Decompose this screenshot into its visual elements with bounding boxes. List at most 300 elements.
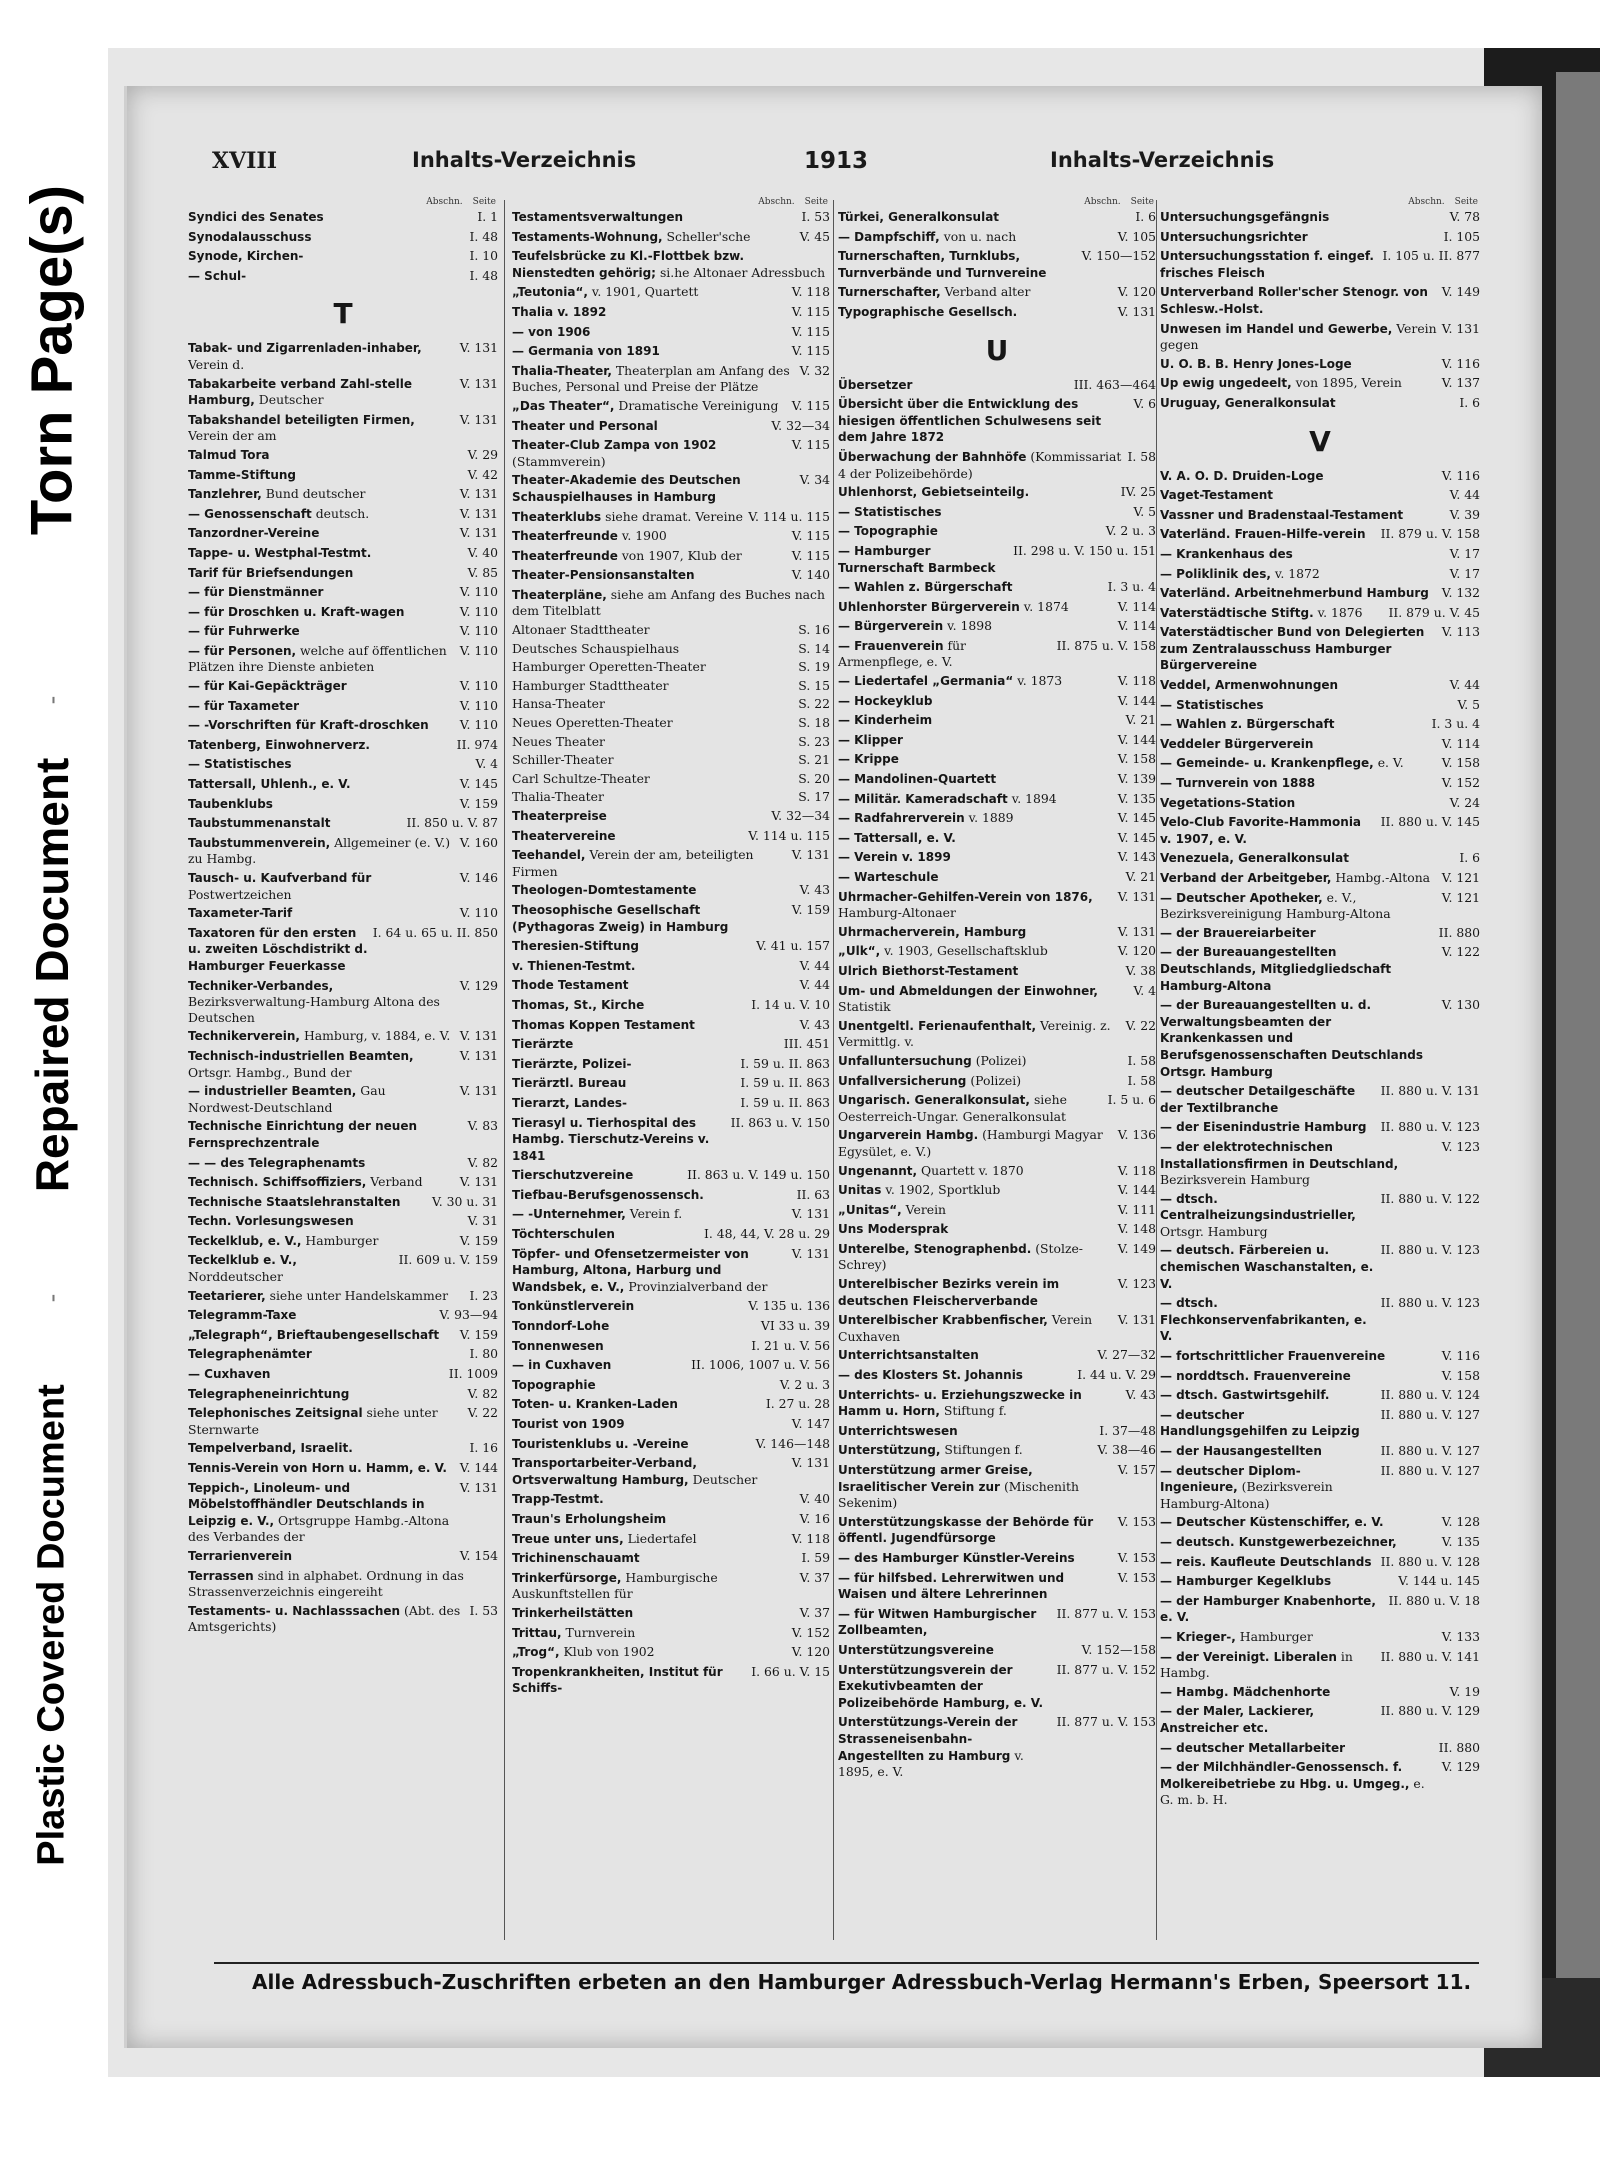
entry-reference: I. 58 (1127, 1052, 1156, 1068)
entry-name: Technische Staatslehranstalten (188, 1194, 401, 1209)
index-entry (1160, 1407, 1480, 1440)
entry-name: Tonnenwesen (512, 1338, 604, 1353)
index-entry (512, 1570, 830, 1602)
entry-description: Ortsgruppe Hambg.-Altona des Verbandes der (188, 1512, 450, 1545)
entry-reference: V. 153 (1117, 1569, 1156, 1585)
index-entry (838, 284, 1156, 301)
entry-name: Teckelklub e. V., (188, 1253, 297, 1268)
index-entry (188, 565, 498, 582)
index-entry (188, 545, 498, 562)
index-entry (1160, 997, 1480, 1080)
entry-text (1160, 1387, 1376, 1404)
entry-reference: I. 58 (1127, 1072, 1156, 1088)
entry-name: Trinkerheilstätten (512, 1605, 634, 1620)
entry-reference: V. 17 (1449, 545, 1480, 561)
index-entry (838, 791, 1156, 808)
entry-name: — der Milchhändler-Genossensch. f. Molkereibetriebe zu Hbg. u. Umgeg., (1160, 1760, 1410, 1791)
entry-name: Tierärztl. Bureau (512, 1076, 627, 1091)
entry-name: Theater-Akademie des Deutschen Schauspielhauses in Hamburg (512, 473, 741, 504)
entry-reference: I. 105 (1443, 228, 1480, 244)
entry-reference: I. 59 u. II. 863 (740, 1055, 830, 1071)
entry-reference: V. 129 (1441, 1759, 1480, 1775)
entry-reference: V. 114 (1117, 618, 1156, 634)
entry-text (512, 363, 795, 395)
entry-name: — der Hausangestellten (1160, 1444, 1322, 1458)
entry-reference: V. 149 (1441, 284, 1480, 300)
entry-name: Talmud Tora (188, 447, 270, 462)
entry-name: Veddeler Bürgerverein (1160, 736, 1314, 751)
entry-reference: V. 131 (459, 505, 498, 521)
entry-text (512, 977, 795, 994)
entry-reference: V. 45 (799, 228, 830, 244)
entry-text (1160, 566, 1445, 583)
index-entry (512, 847, 830, 879)
entry-name: Uhrmacherverein, Hamburg (838, 924, 1027, 939)
entry-name: „Teutonia“, (512, 285, 588, 300)
entry-name: Trinkerfürsorge, (512, 1570, 622, 1585)
entry-reference: V. 133 (1441, 1628, 1480, 1644)
entry-description: (Kommissariat 4 der Polizeibehörde) (838, 448, 1122, 481)
entry-reference: V. 149 (1117, 1240, 1156, 1256)
entry-reference: S. 15 (798, 677, 830, 693)
index-entry (838, 963, 1156, 980)
entry-reference: V. 110 (459, 623, 498, 639)
entry-name: — Mandolinen-Quartett (838, 772, 997, 787)
entry-text (512, 828, 743, 845)
index-entry (838, 1221, 1156, 1238)
index-entry (512, 977, 830, 994)
entry-text (188, 584, 455, 601)
entry-text (838, 849, 1113, 866)
entry-text (188, 1346, 464, 1363)
entry-name: Töpfer- und Ofensetzermeister von Hamburg, Altona, Harburg und Wandsbek, e. V., (512, 1246, 749, 1294)
entry-name: — deutscher Detailgeschäfte der Textilbranche (1160, 1084, 1356, 1115)
index-entry (1160, 356, 1480, 373)
entry-reference: V. 158 (1117, 751, 1156, 767)
entry-reference: I. 3 u. 4 (1107, 579, 1156, 595)
entry-name: — Hamburger Turnerschaft Barmbeck (838, 543, 996, 575)
entry-name: Theologen-Domtestamente (512, 883, 697, 898)
entry-name: Tanzordner-Vereine (188, 526, 320, 541)
entry-description: Provinzialverband der (628, 1278, 768, 1294)
entry-text (838, 1423, 1094, 1440)
entry-text (1160, 546, 1445, 563)
entry-reference: I. 59 (801, 1550, 830, 1566)
entry-name: Thode Testament (512, 978, 629, 993)
entry-text (188, 486, 455, 503)
entry-reference: V. 145 (1117, 810, 1156, 826)
entry-name: — Poliklinik des, (1160, 566, 1271, 581)
entry-text (838, 1127, 1113, 1159)
index-entry (1160, 775, 1480, 792)
entry-reference: V. 159 (459, 1326, 498, 1342)
entry-reference: V. 131 (791, 1455, 830, 1471)
entry-text (512, 1511, 795, 1528)
entry-text (188, 376, 455, 409)
index-entry (1160, 321, 1480, 353)
entry-reference: V. 131 (459, 1174, 498, 1190)
index-entry (188, 905, 498, 922)
entry-reference: I. 64 u. 65 u. II. 850 (372, 924, 498, 940)
entry-description: v. 1895, e. V. (838, 1747, 1024, 1780)
entry-reference: S. 22 (798, 696, 830, 712)
index-entry (838, 1714, 1156, 1779)
entry-reference: II. 880 u. V. 122 (1380, 1190, 1480, 1206)
entry-reference: V. 147 (791, 1416, 830, 1431)
entry-reference: II. 880 u. V. 127 (1380, 1462, 1480, 1478)
entry-text (188, 1307, 434, 1324)
entry-text (1160, 716, 1427, 733)
entry-name: — Klipper (838, 732, 903, 747)
entry-description: Gau Nordwest-Deutschland (188, 1083, 386, 1115)
entry-text (188, 796, 455, 813)
entry-description: Hamburger Stadttheater (512, 677, 669, 693)
index-entry (188, 978, 498, 1026)
entry-text (838, 377, 1069, 394)
footer-rule (214, 1962, 1479, 1964)
entry-name: — der Bureauangestellten u. d. Verwaltungsbeamten der Krankenkassen und Berufsgenossenschaften Deutschlands Ortsgr. Hamburg (1160, 998, 1423, 1079)
entry-text (188, 978, 455, 1026)
entry-name: Vaterländ. Arbeitnehmerbund Hamburg (1160, 586, 1429, 601)
index-entry (1160, 546, 1480, 563)
entry-text (512, 1377, 775, 1394)
entry-name: Um- und Abmeldungen der Einwohner, (838, 983, 1098, 998)
entry-reference: I. 3 u. 4 (1431, 716, 1480, 732)
entry-reference: V. 40 (799, 1491, 830, 1507)
index-entry (188, 604, 498, 621)
entry-name: — Militär. Kameradschaft (838, 791, 1008, 806)
index-entry (512, 659, 830, 675)
entry-name: Trittau, (512, 1625, 562, 1640)
entry-name: Taubstummenanstalt (188, 816, 331, 831)
entry-text (1160, 814, 1376, 847)
index-entry (188, 584, 498, 601)
entry-name: Tierärzte (512, 1037, 574, 1052)
entry-reference: V. 110 (459, 642, 498, 658)
entry-reference: V. 121 (1441, 889, 1480, 905)
entry-name: — des Klosters St. Johannis (838, 1368, 1023, 1383)
entry-text (512, 1075, 735, 1092)
entry-reference: V. 42 (467, 466, 498, 482)
entry-text (1160, 870, 1437, 887)
repaired-document-label: Repaired Document (26, 757, 78, 1193)
entry-text (512, 882, 795, 899)
entry-reference: V. 29 (467, 446, 498, 462)
entry-text (838, 771, 1113, 788)
entry-reference: I. 48 (469, 228, 498, 244)
entry-text (1160, 1573, 1393, 1590)
entry-reference: II. 880 u. V. 18 (1388, 1592, 1480, 1608)
index-entry (838, 504, 1156, 521)
entry-reference: S. 20 (798, 770, 830, 786)
entry-name: Unwesen im Handel und Gewerbe, (1160, 321, 1393, 336)
entry-name: — deutsch. Kunstgewerbezeichner, (1160, 1534, 1397, 1549)
entry-text (1160, 468, 1437, 485)
entry-text (188, 1083, 455, 1115)
entry-name: — Kinderheim (838, 713, 933, 728)
entry-name: — in Cuxhaven (512, 1358, 612, 1373)
entry-name: — Krippe (838, 752, 899, 767)
entry-name: — reis. Kaufleute Deutschlands (1160, 1554, 1372, 1569)
entry-description: Deutscher (692, 1471, 758, 1487)
index-entry (1160, 1629, 1480, 1646)
entry-reference: II. 879 u. V. 158 (1380, 526, 1480, 542)
index-entry (1160, 870, 1480, 887)
entry-reference: V. 115 (791, 303, 830, 319)
index-entry (188, 737, 498, 754)
entry-text (512, 1416, 787, 1433)
entry-name: — fortschrittlicher Frauenvereine (1160, 1349, 1386, 1364)
entry-description: Stiftungen f. (944, 1442, 1023, 1458)
entry-description: Turnverein (565, 1624, 636, 1640)
entry-name: Theatervereine (512, 828, 616, 843)
index-entry (512, 1167, 830, 1184)
entry-name: Techniker-Verbandes, (188, 978, 334, 993)
entry-name: Tennis-Verein von Horn u. Hamm, e. V. (188, 1461, 447, 1475)
entry-reference: V. 39 (1449, 506, 1480, 522)
entry-reference: II. 880 u. V. 145 (1380, 814, 1480, 830)
index-entry (512, 1357, 830, 1374)
entry-text (1160, 209, 1445, 226)
entry-reference: II. 875 u. V. 158 (1056, 637, 1156, 653)
entry-name: Terrarienverein (188, 1548, 293, 1563)
entry-name: Thomas, St., Kirche (512, 997, 645, 1012)
entry-reference: V. 22 (467, 1405, 498, 1421)
index-entry (1160, 1703, 1480, 1736)
entry-reference: V. 159 (459, 1232, 498, 1248)
index-entry (838, 523, 1156, 540)
entry-reference: II. 880 u. V. 127 (1380, 1406, 1480, 1422)
entry-name: — Germania von 1891 (512, 344, 660, 359)
entry-text (512, 789, 793, 805)
entry-name: „Ulk“, (838, 944, 881, 959)
entry-text (512, 696, 793, 712)
entry-text (1160, 1191, 1376, 1240)
entry-text (512, 304, 787, 321)
entry-name: „Trog“, (512, 1645, 560, 1660)
index-entry (512, 1095, 830, 1112)
index-entry (1160, 677, 1480, 694)
entry-reference: II. 880 u. V. 131 (1380, 1083, 1480, 1099)
entry-text (1160, 321, 1437, 353)
column-header-section: Abschn. (758, 197, 795, 207)
entry-reference: V. 144 (459, 1460, 498, 1475)
entry-text (838, 693, 1113, 710)
entry-reference: S. 19 (798, 659, 830, 675)
entry-reference: V. 114 u. 115 (748, 508, 830, 524)
entry-reference: V. 83 (467, 1118, 498, 1134)
entry-text (188, 506, 455, 523)
index-entry (838, 1073, 1156, 1090)
entry-text (512, 1396, 761, 1413)
entry-reference: V. 122 (1441, 944, 1480, 960)
index-entry (512, 1056, 830, 1073)
entry-reference: I. 14 u. V. 10 (751, 996, 830, 1012)
entry-reference: V. 115 (791, 397, 830, 413)
entry-name: Technisch. Schiffsoffiziers, (188, 1175, 367, 1190)
entry-reference: II. 877 u. V. 152 (1056, 1661, 1156, 1677)
label-separator: - (36, 695, 67, 705)
index-entry (838, 1642, 1156, 1659)
entry-name: Tiefbau-Berufsgenossensch. (512, 1187, 704, 1202)
entry-reference: I. 1 (477, 209, 498, 224)
entry-reference: V. 115 (791, 528, 830, 544)
entry-description: e. V., Bezirksvereinigung Hamburg-Altona (1160, 889, 1391, 922)
index-entry (188, 248, 498, 265)
entry-text (838, 1462, 1113, 1511)
index-entry (838, 712, 1156, 729)
index-entry (1160, 229, 1480, 246)
entry-name: — -Unternehmer, (512, 1207, 626, 1222)
index-entry (838, 304, 1156, 321)
entry-text (1160, 507, 1445, 524)
entry-text (512, 1531, 787, 1548)
index-entry (512, 1377, 830, 1394)
entry-reference: I. 59 u. II. 863 (740, 1075, 830, 1091)
entry-text (512, 641, 793, 657)
entry-name: — Deutscher Apotheker, (1160, 890, 1323, 905)
index-entry (838, 1092, 1156, 1124)
entry-description: siehe dramat. Vereine (605, 508, 743, 524)
index-entry (512, 1550, 830, 1567)
entry-text (838, 1312, 1113, 1344)
entry-text (1160, 1703, 1376, 1736)
index-entry (188, 835, 498, 867)
index-entry (188, 1174, 498, 1191)
entry-reference: II. 880 u. V. 128 (1380, 1553, 1480, 1569)
entry-description: Verein f. (629, 1206, 683, 1222)
entry-name: Vassner und Bradenstaal-Testament (1160, 507, 1404, 522)
entry-text (1160, 1368, 1437, 1385)
index-column-4 (1160, 196, 1480, 1966)
entry-text (512, 324, 787, 341)
column-header-section: Abschn. (1408, 197, 1445, 207)
entry-text (512, 1187, 792, 1204)
index-entry (188, 1118, 498, 1151)
entry-reference: V. 148 (1117, 1221, 1156, 1237)
entry-reference: V. 137 (1441, 375, 1480, 391)
entry-text (188, 268, 464, 285)
entry-name: Tonkünstlerverein (512, 1299, 635, 1314)
index-entry (512, 1036, 830, 1053)
index-entry (1160, 526, 1480, 543)
index-entry (1160, 284, 1480, 317)
entry-name: Tempelverband, Israelit. (188, 1441, 353, 1456)
index-entry (1160, 795, 1480, 812)
entry-text (512, 1036, 779, 1053)
entry-description: Deutscher (258, 392, 324, 408)
running-title-right: Inhalts-Verzeichnis (1050, 148, 1275, 172)
entry-reference: V. 146 (459, 870, 498, 885)
entry-text (188, 1252, 394, 1284)
index-entry (838, 1514, 1156, 1547)
section-letter: U (985, 333, 1009, 367)
entry-name: Tappe- u. Westphal-Testmt. (188, 545, 372, 560)
index-entry (838, 983, 1156, 1015)
entry-name: Theaterfreunde (512, 548, 618, 563)
entry-description: v. 1894 (1011, 790, 1057, 806)
entry-text (838, 810, 1113, 827)
entry-reference: II. 877 u. V. 153 (1056, 1714, 1156, 1730)
entry-text (1160, 1083, 1376, 1116)
entry-name: Touristenklubs u. -Vereine (512, 1436, 689, 1451)
entry-name: Theosophische Gesellschaft (Pythagoras Zweig) in Hamburg (512, 902, 729, 934)
index-entry (838, 248, 1156, 281)
entry-reference: V. 82 (467, 1385, 498, 1401)
index-entry (512, 938, 830, 955)
index-entry (188, 678, 498, 695)
entry-text (512, 1550, 796, 1567)
scan-edge-strip (1556, 72, 1600, 2077)
entry-name: — Bürgerverein (838, 619, 944, 634)
entry-name: Theaterfreunde (512, 529, 618, 544)
index-entry (1160, 925, 1480, 942)
entry-description: v. 1872 (1274, 565, 1320, 581)
entry-name: Teufelsbrücke zu Kl.-Flottbek bzw. Nienstedten gehörig; (512, 249, 745, 280)
entry-description: sind in alphabet. Ordnung in das Strassenverzeichnis eingereiht (188, 1567, 464, 1600)
index-entry (188, 1307, 498, 1324)
entry-name: Synode, Kirchen- (188, 249, 304, 264)
entry-description: Bezirksverwaltung-Hamburg Altona des Deutschen (188, 994, 440, 1025)
entry-text (838, 284, 1113, 301)
entry-reference: V. 132 (1441, 585, 1480, 601)
entry-reference: V. 30 u. 31 (432, 1193, 498, 1209)
entry-name: Technische Einrichtung der neuen Fernsprechzentrale (188, 1119, 418, 1150)
entry-reference: II. 880 u. V. 129 (1380, 1703, 1480, 1719)
entry-name: — Gemeinde- u. Krankenpflege, (1160, 756, 1374, 771)
entry-reference: S. 17 (798, 789, 830, 805)
index-entry (188, 229, 498, 246)
entry-reference: V. 145 (459, 776, 498, 792)
entry-text (838, 1642, 1077, 1659)
index-entry (188, 1252, 498, 1284)
entry-text (838, 1053, 1122, 1070)
entry-reference: II. 880 u. V. 127 (1380, 1443, 1480, 1458)
index-entry (838, 830, 1156, 847)
index-entry (1160, 1534, 1480, 1551)
entry-text (838, 304, 1113, 321)
entry-reference: I. 48, 44, V. 28 u. 29 (703, 1226, 830, 1242)
index-entry (512, 472, 830, 505)
index-entry (512, 324, 830, 341)
column-rule (504, 200, 505, 1940)
entry-name: Thalia v. 1892 (512, 304, 607, 319)
entry-text (188, 1603, 464, 1635)
index-entry (1160, 736, 1480, 753)
index-entry (188, 1213, 498, 1230)
entry-text (838, 983, 1128, 1015)
index-entry (512, 509, 830, 526)
entry-name: Tausch- u. Kaufverband für (188, 871, 372, 885)
entry-reference: I. 23 (469, 1287, 498, 1303)
index-entry (838, 396, 1156, 446)
entry-reference: V. 135 u. 136 (748, 1298, 830, 1314)
index-entry (512, 641, 830, 657)
entry-description: (Mischenith Sekenim) (838, 1478, 1079, 1511)
entry-name: Teckelklub, e. V., (188, 1233, 302, 1248)
entry-name: Uns Modersprak (838, 1222, 949, 1237)
index-entry (512, 398, 830, 415)
entry-text (512, 1115, 726, 1165)
entry-reference: V. 17 (1449, 565, 1480, 581)
entry-text (1160, 1593, 1383, 1626)
entry-text (838, 1514, 1113, 1547)
entry-name: Tamme-Stiftung (188, 467, 296, 482)
entry-text (838, 1387, 1121, 1420)
entry-name: Taxatoren für den ersten u. zweiten Löschdistrikt d. Hamburger Feuerkasse (188, 925, 368, 973)
entry-text (512, 1644, 787, 1661)
entry-text (1160, 356, 1437, 373)
